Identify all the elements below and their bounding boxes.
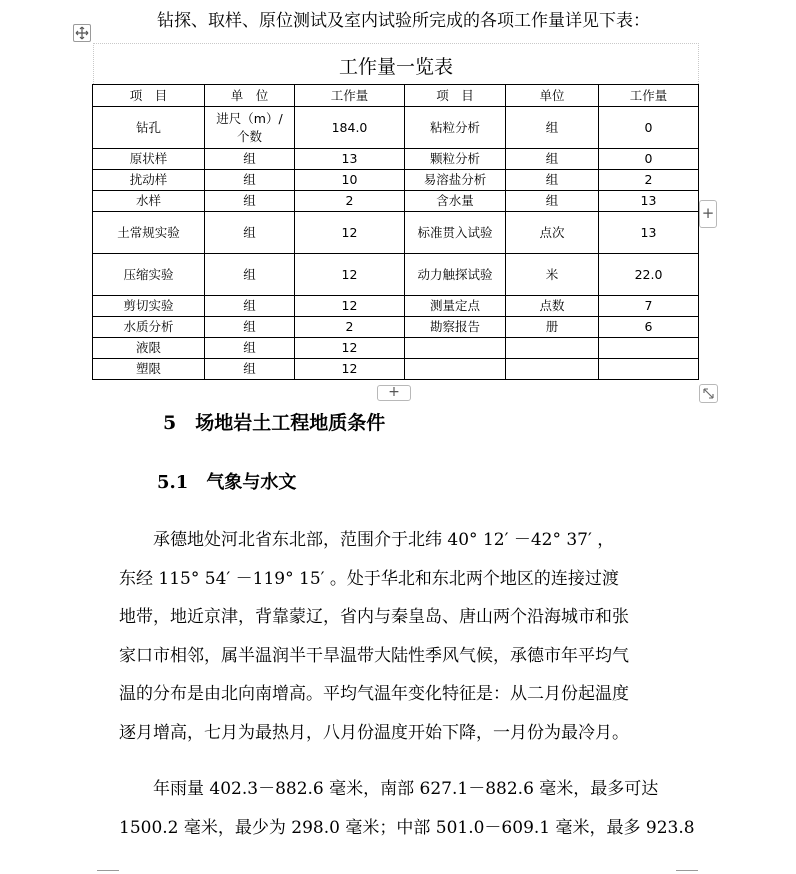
- table-resize-handle[interactable]: [699, 384, 718, 403]
- table-title: 工作量一览表: [338, 56, 453, 78]
- table-cell[interactable]: 液限: [93, 338, 205, 359]
- table-cell[interactable]: [506, 359, 599, 380]
- table-cell[interactable]: 水样: [93, 191, 205, 212]
- paragraph-line: 承德地处河北省东北部，范围介于北纬 40° 12′ －42° 37′ ，: [119, 530, 615, 550]
- paragraph-line: 家口市相邻，属半温润半干旱温带大陆性季风气候，承德市年平均气: [119, 645, 629, 666]
- paragraph-line: 年雨量 402.3－882.6 毫米，南部 627.1－882.6 毫米，最多可达: [119, 779, 659, 799]
- table-cell[interactable]: [599, 338, 699, 359]
- paragraph: [119, 521, 679, 752]
- table-cell[interactable]: 22.0: [599, 254, 699, 296]
- header-cell[interactable]: 单 位: [205, 85, 295, 107]
- table-cell[interactable]: 13: [599, 212, 699, 254]
- table-cell[interactable]: 12: [295, 254, 405, 296]
- table-row: [93, 296, 699, 317]
- paragraph-line: 1500.2 毫米，最少为 298.0 毫米；中部 501.0－609.1 毫米，最多 923.8: [119, 817, 695, 838]
- table-cell[interactable]: 剪切实验: [93, 296, 205, 317]
- table-cell[interactable]: 组: [205, 149, 295, 170]
- table-cell[interactable]: 组: [205, 296, 295, 317]
- table-cell[interactable]: 压缩实验: [93, 254, 205, 296]
- table-cell[interactable]: 组: [205, 170, 295, 191]
- table-row: [93, 338, 699, 359]
- add-column-button[interactable]: +: [699, 200, 717, 228]
- table-cell[interactable]: 组: [506, 107, 599, 149]
- header-cell[interactable]: 项 目: [405, 85, 506, 107]
- paragraph-line: 东经 115° 54′ －119° 15′ 。处于华北和东北两个地区的连接过渡: [119, 568, 619, 589]
- table-cell[interactable]: 进尺（m）/个数: [205, 107, 295, 149]
- table-cell[interactable]: [599, 359, 699, 380]
- table-cell[interactable]: 12: [295, 338, 405, 359]
- paragraph-line: 地带，地近京津，背靠蒙辽，省内与秦皇岛、唐山两个沿海城市和张: [119, 607, 629, 627]
- table-header-row: [93, 85, 699, 107]
- table-cell[interactable]: 12: [295, 296, 405, 317]
- table-cell[interactable]: 勘察报告: [405, 317, 506, 338]
- table-cell[interactable]: 10: [295, 170, 405, 191]
- table-cell[interactable]: 组: [205, 254, 295, 296]
- diagonal-resize-icon: [702, 387, 715, 400]
- table-cell[interactable]: [405, 359, 506, 380]
- table-cell[interactable]: 点次: [506, 212, 599, 254]
- table-cell[interactable]: 组: [205, 317, 295, 338]
- table-row: [93, 212, 699, 254]
- paragraph: [119, 770, 695, 847]
- header-cell[interactable]: 工作量: [295, 85, 405, 107]
- table-cell[interactable]: 粘粒分析: [405, 107, 506, 149]
- table-cell[interactable]: 组: [205, 191, 295, 212]
- paragraph-line: 温的分布是由北向南增高。平均气温年变化特征是：从二月份起温度: [119, 684, 629, 704]
- table-row: [93, 191, 699, 212]
- table-cell[interactable]: 2: [295, 191, 405, 212]
- table-cell[interactable]: 7: [599, 296, 699, 317]
- subsection-heading: 5.1 气象与水文: [157, 472, 297, 493]
- table-cell[interactable]: 6: [599, 317, 699, 338]
- table-cell[interactable]: 组: [506, 170, 599, 191]
- table-cell[interactable]: 册: [506, 317, 599, 338]
- table-cell[interactable]: 塑限: [93, 359, 205, 380]
- table-cell[interactable]: 动力触探试验: [405, 254, 506, 296]
- intro-text: 钻探、取样、原位测试及室内试验所完成的各项工作量详见下表：: [157, 11, 650, 31]
- table-cell[interactable]: 易溶盐分析: [405, 170, 506, 191]
- table-row: [93, 149, 699, 170]
- table-cell[interactable]: 点数: [506, 296, 599, 317]
- table-cell[interactable]: [405, 338, 506, 359]
- page-margin-mark-right: [676, 870, 698, 871]
- table-cell[interactable]: 组: [205, 359, 295, 380]
- table-cell[interactable]: 2: [295, 317, 405, 338]
- workload-table[interactable]: [92, 84, 699, 380]
- table-cell[interactable]: 0: [599, 149, 699, 170]
- header-cell[interactable]: 单位: [506, 85, 599, 107]
- table-row: [93, 254, 699, 296]
- section-heading: 5 场地岩土工程地质条件: [163, 412, 386, 434]
- table-cell[interactable]: 2: [599, 170, 699, 191]
- table-cell[interactable]: 水质分析: [93, 317, 205, 338]
- table-cell[interactable]: 土常规实验: [93, 212, 205, 254]
- table-cell[interactable]: 标准贯入试验: [405, 212, 506, 254]
- table-cell[interactable]: 组: [506, 191, 599, 212]
- table-cell[interactable]: 含水量: [405, 191, 506, 212]
- table-cell[interactable]: 13: [599, 191, 699, 212]
- table-cell[interactable]: 组: [205, 338, 295, 359]
- table-cell[interactable]: 钻孔: [93, 107, 205, 149]
- table-row: [93, 359, 699, 380]
- header-cell[interactable]: 工作量: [599, 85, 699, 107]
- table-cell[interactable]: 组: [506, 149, 599, 170]
- header-cell[interactable]: 项 目: [93, 85, 205, 107]
- add-row-button[interactable]: +: [377, 385, 411, 401]
- page-margin-mark-left: [97, 870, 119, 871]
- table-cell[interactable]: 184.0: [295, 107, 405, 149]
- paragraph-line: 逐月增高，七月为最热月，八月份温度开始下降，一月份为最冷月。: [119, 722, 629, 743]
- move-arrows-icon: [75, 26, 89, 40]
- table-cell[interactable]: 颗粒分析: [405, 149, 506, 170]
- table-cell[interactable]: 12: [295, 359, 405, 380]
- table-cell[interactable]: 13: [295, 149, 405, 170]
- table-cell[interactable]: 0: [599, 107, 699, 149]
- table-cell[interactable]: 测量定点: [405, 296, 506, 317]
- table-title-row[interactable]: [93, 43, 699, 84]
- table-cell[interactable]: 扰动样: [93, 170, 205, 191]
- table-row: [93, 170, 699, 191]
- table-cell[interactable]: 原状样: [93, 149, 205, 170]
- table-move-handle[interactable]: [73, 24, 91, 42]
- table-row: [93, 317, 699, 338]
- table-cell[interactable]: 组: [205, 212, 295, 254]
- table-row: [93, 107, 699, 149]
- table-cell[interactable]: 12: [295, 212, 405, 254]
- table-cell[interactable]: 米: [506, 254, 599, 296]
- table-cell[interactable]: [506, 338, 599, 359]
